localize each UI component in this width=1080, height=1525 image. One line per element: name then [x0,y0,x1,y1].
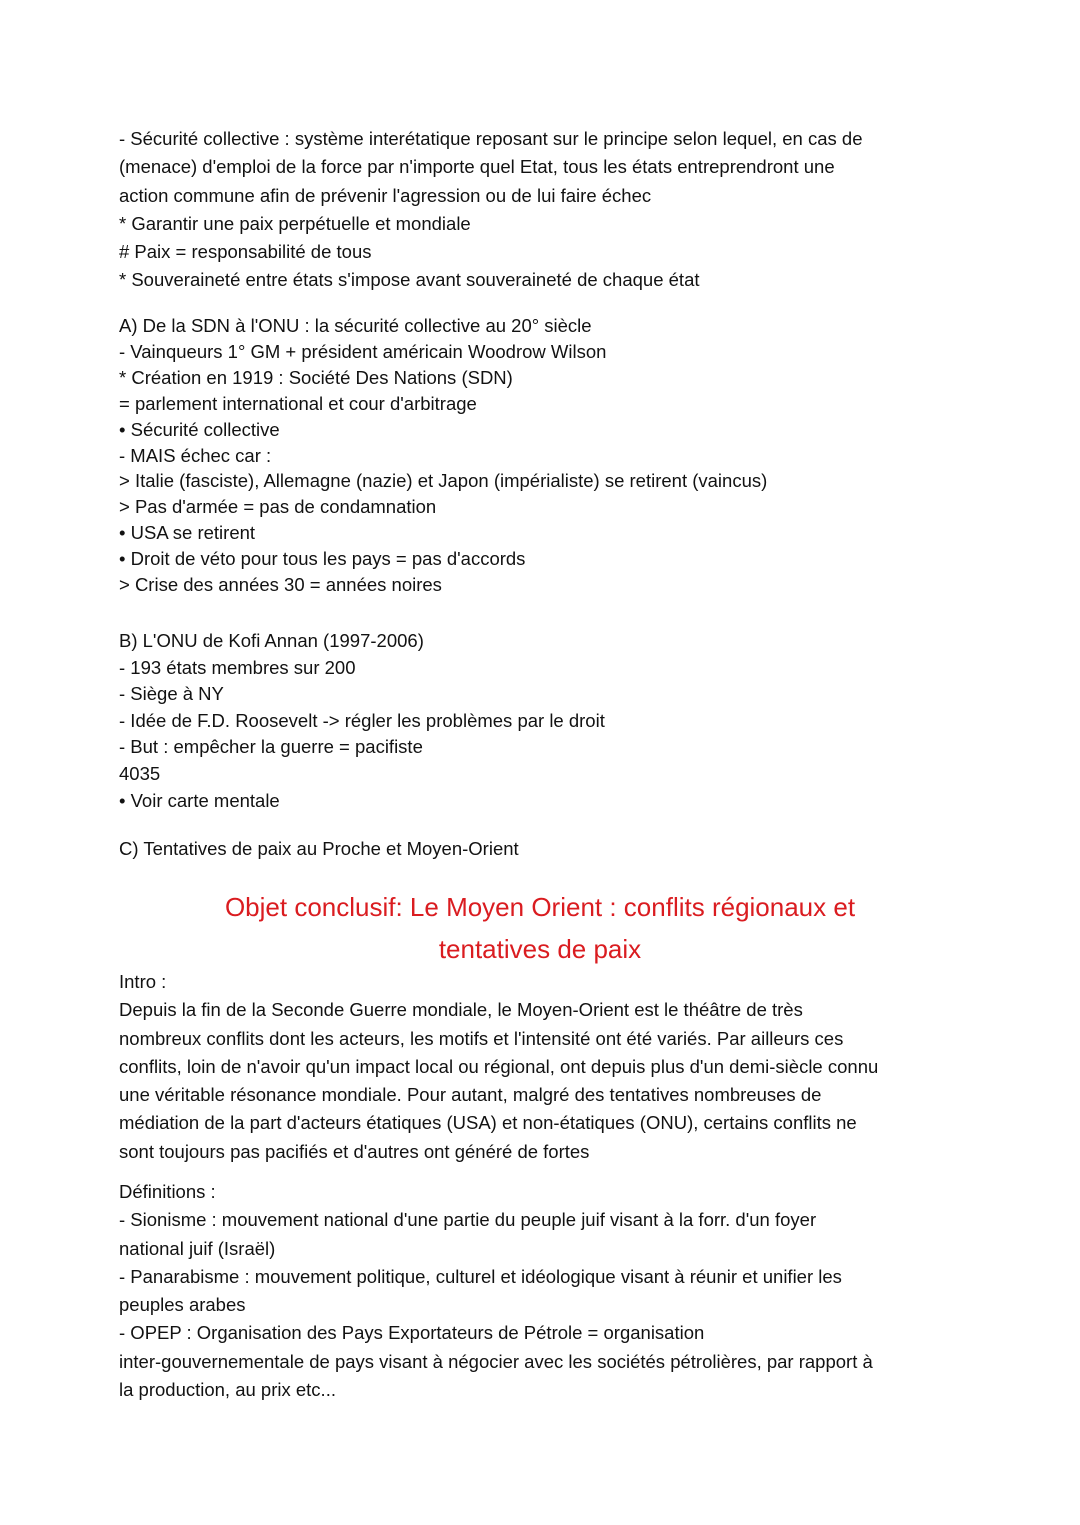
text-line: A) De la SDN à l'ONU : la sécurité collective au 20° siècle [119,315,592,336]
text-line: > Italie (fasciste), Allemagne (nazie) et Japon (impérialiste) se retirent (vaincus) [119,470,768,492]
notes-block-section-b-onu-kofi-annan [119,628,981,814]
notes-block-definitions [119,1178,981,1404]
text-line: inter-gouvernementale de pays visant à négocier avec les sociétés pétrolières, par rapport à [119,1350,873,1372]
text-line: # Paix = responsabilité de tous [119,241,372,263]
text-line: Depuis la fin de la Seconde Guerre mondiale, le Moyen-Orient est le théâtre de très [119,999,803,1021]
text-line: * Souveraineté entre états s'impose avant souveraineté de chaque état [119,269,700,291]
text-line: - MAIS échec car : [119,444,272,466]
text-line: * Création en 1919 : Société Des Nations (SDN) [119,366,513,388]
text-line: - OPEP : Organisation des Pays Exportateurs de Pétrole = organisation [119,1322,705,1344]
text-line: - Vainqueurs 1° GM + président américain Woodrow Wilson [119,340,607,362]
text-line: - 193 états membres sur 200 [119,656,356,678]
text-line: sont toujours pas pacifiés et d'autres ont généré de fortes [119,1140,590,1162]
text-line: action commune afin de prévenir l'agression ou de lui faire échec [119,184,652,206]
text-line: Définitions : [119,1181,216,1202]
text-line: - Siège à NY [119,683,224,705]
text-line: une véritable résonance mondiale. Pour autant, malgré des tentatives nombreuses de [119,1084,822,1106]
text-line: Intro : [119,971,167,992]
text-line: - But : empêcher la guerre = pacifiste [119,736,423,758]
text-line: la production, au prix etc... [119,1379,336,1401]
text-line: > Pas d'armée = pas de condamnation [119,496,437,518]
text-line: tentatives de paix [438,934,642,964]
text-line: nombreux conflits dont les acteurs, les motifs et l'intensité ont été variés. Par ailleurs ces [119,1027,844,1049]
text-line: conflits, loin de n'avoir qu'un impact local ou régional, ont depuis plus d'un demi-siècle connu [119,1055,879,1077]
document-title [119,886,961,970]
text-line: C) Tentatives de paix au Proche et Moyen-Orient [119,838,519,859]
text-line: • Droit de véto pour tous les pays = pas d'accords [119,548,526,570]
text-line: B) L'ONU de Kofi Annan (1997-2006) [119,630,424,651]
text-line: 4035 [119,762,161,784]
text-line: • Sécurité collective [119,418,280,440]
text-line: Objet conclusif: Le Moyen Orient : conflits régionaux et [224,892,856,922]
text-line: • USA se retirent [119,522,256,544]
notes-block-section-a-sdn-onu [119,313,981,598]
text-line: médiation de la part d'acteurs étatiques (USA) et non-étatiques (ONU), certains conflits ne [119,1112,857,1134]
text-line: • Voir carte mentale [119,789,280,811]
text-line: national juif (Israël) [119,1237,276,1259]
notes-block-securite-collective [119,125,981,295]
text-line: (menace) d'emploi de la force par n'importe quel Etat, tous les états entreprendront une [119,156,835,178]
text-line: * Garantir une paix perpétuelle et mondiale [119,212,471,234]
text-line: - Idée de F.D. Roosevelt -> régler les problèmes par le droit [119,709,605,731]
notes-block-section-c-tentatives-paix [119,835,981,863]
notes-block-intro [119,968,981,1166]
text-line: - Sionisme : mouvement national d'une partie du peuple juif visant à la forr. d'un foyer [119,1209,817,1231]
text-line: - Sécurité collective : système interétatique reposant sur le principe selon lequel, en cas de [119,128,863,149]
text-line: peuples arabes [119,1294,246,1316]
text-line: = parlement international et cour d'arbitrage [119,392,477,414]
text-line: > Crise des années 30 = années noires [119,574,442,596]
text-line: - Panarabisme : mouvement politique, culturel et idéologique visant à réunir et unifier les [119,1265,842,1287]
